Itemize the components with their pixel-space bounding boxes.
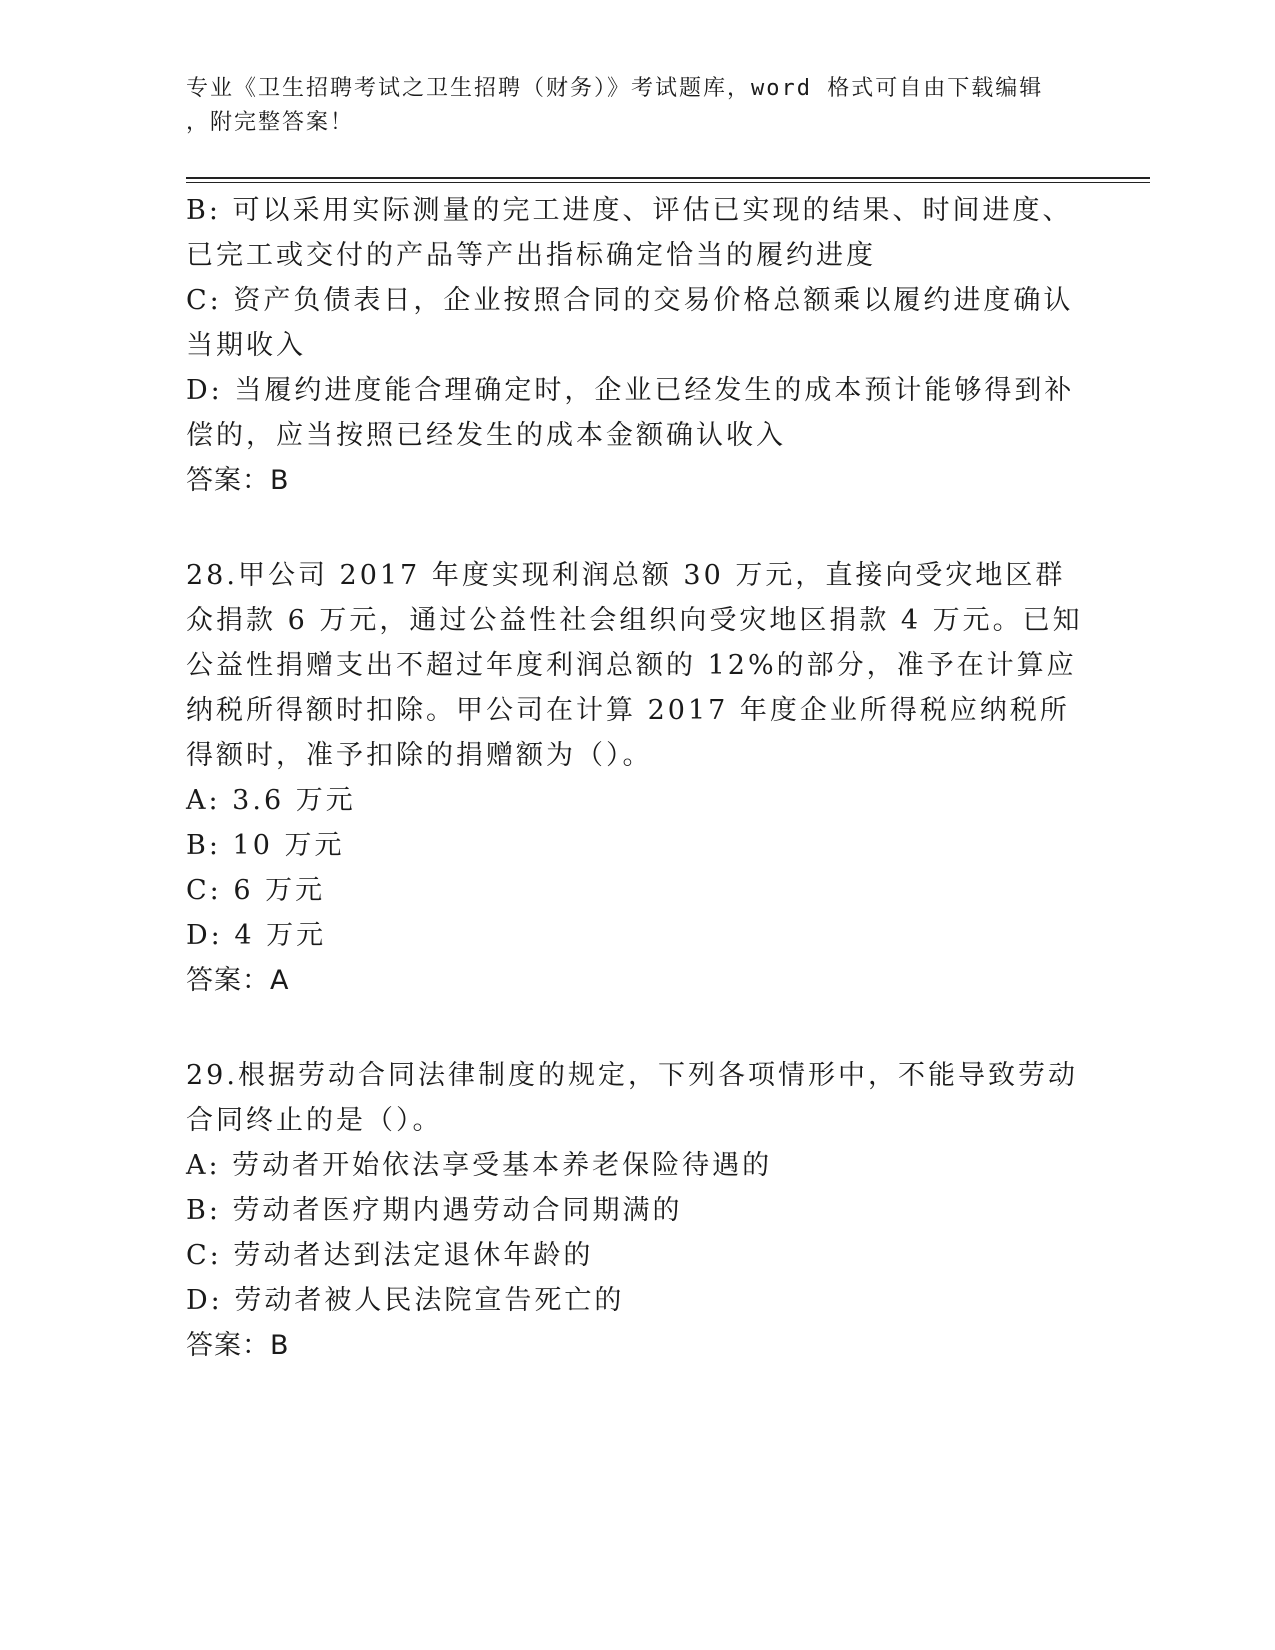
option-b: B: 劳动者医疗期内遇劳动合同期满的	[186, 1195, 683, 1226]
option-d: D: 劳动者被人民法院宣告死亡的	[186, 1285, 625, 1316]
option-c: C: 资产负债表日，企业按照合同的交易价格总额乘以履约进度确认当期收入	[186, 285, 1074, 361]
option-a: A: 劳动者开始依法享受基本养老保险待遇的	[186, 1150, 773, 1181]
question-stem: 28.甲公司 2017 年度实现利润总额 30 万元，直接向受灾地区群众捐款 6 万元，通过公益性社会组织向受灾地区捐款 4 万元。已知公益性捐赠支出不超过年度利润总额的 12%的部分，准予在计算应纳税所得额时扣除。甲公司在计算 2017 年度企业所得税应纳税所得额时，准予扣除的捐赠额为（）。	[186, 560, 1083, 771]
question-28	[186, 553, 1086, 1003]
option-b: B: 10 万元	[186, 830, 345, 861]
option-c: C: 劳动者达到法定退休年龄的	[186, 1240, 594, 1271]
option-a: A: 3.6 万元	[186, 785, 356, 816]
header-line-1: 专业《卫生招聘考试之卫生招聘（财务）》考试题库，word 格式可自由下载编辑	[186, 76, 1044, 101]
header-line-2: ，附完整答案！	[186, 110, 355, 135]
option-b: B: 可以采用实际测量的完工进度、评估已实现的结果、时间进度、已完工或交付的产品等产出指标确定恰当的履约进度	[186, 195, 1073, 271]
document-header	[186, 72, 1086, 140]
option-c: C: 6 万元	[186, 875, 326, 906]
previous-question	[186, 188, 1086, 503]
answer: 答案：A	[186, 965, 290, 996]
question-stem: 29.根据劳动合同法律制度的规定，下列各项情形中，不能导致劳动合同终止的是（）。	[186, 1060, 1078, 1136]
answer: 答案：B	[186, 1330, 290, 1361]
question-29	[186, 1053, 1086, 1368]
option-d: D: 当履约进度能合理确定时，企业已经发生的成本预计能够得到补偿的，应当按照已经发生的成本金额确认收入	[186, 375, 1075, 451]
header-divider	[186, 177, 1150, 183]
option-d: D: 4 万元	[186, 920, 327, 951]
document-body	[186, 188, 1086, 1368]
answer: 答案：B	[186, 465, 290, 496]
